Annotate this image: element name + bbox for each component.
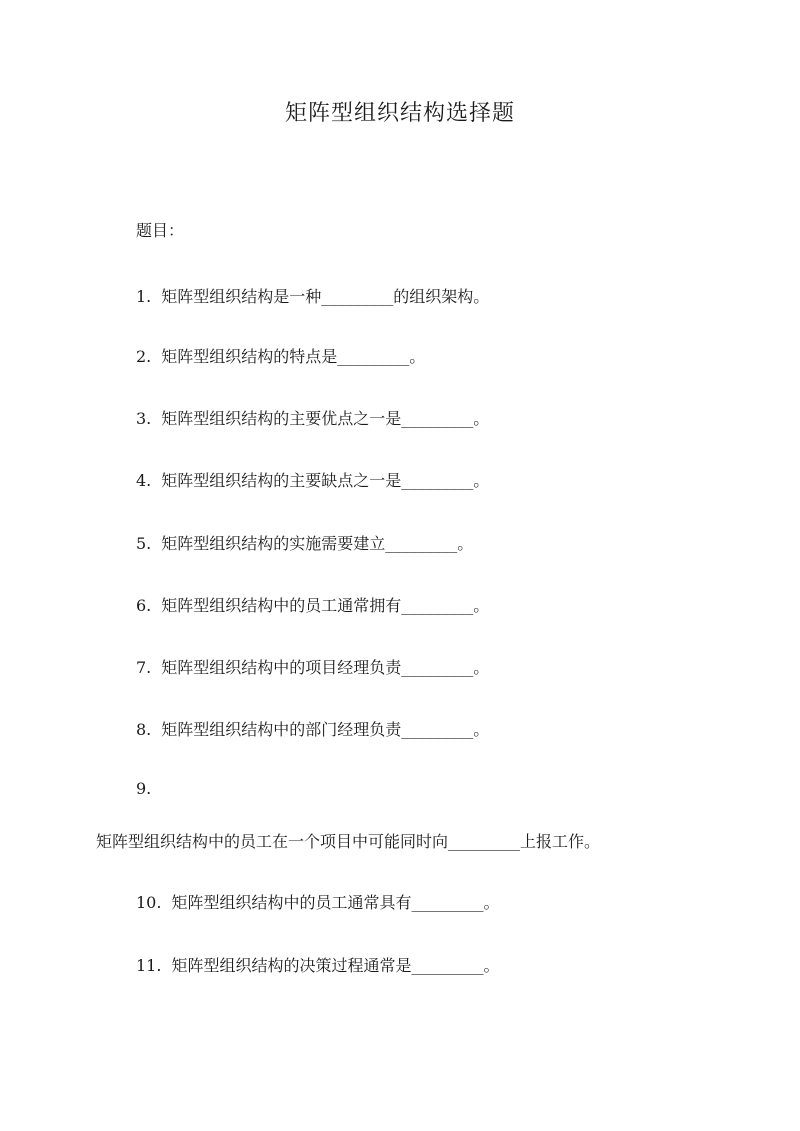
question-number: 7. <box>136 658 152 677</box>
question-text: 矩阵型组织结构中的部门经理负责_________。 <box>161 720 490 739</box>
question-number: 1. <box>136 287 152 306</box>
section-label: 题目： <box>136 221 185 240</box>
question-number: 3. <box>136 409 152 428</box>
question-1 <box>136 284 489 307</box>
question-text: 矩阵型组织结构的主要优点之一是_________。 <box>161 409 490 428</box>
question-10 <box>136 890 499 913</box>
question-7 <box>136 655 489 678</box>
question-number: 8. <box>136 720 152 739</box>
question-text: 矩阵型组织结构的决策过程通常是_________。 <box>171 956 500 975</box>
question-3 <box>136 406 489 429</box>
question-text: 矩阵型组织结构的实施需要建立_________。 <box>161 534 474 553</box>
question-text: 矩阵型组织结构中的员工通常具有_________。 <box>171 893 500 912</box>
question-6 <box>136 593 489 616</box>
question-5 <box>136 531 473 554</box>
question-2 <box>136 344 425 367</box>
question-number: 10. <box>136 893 162 912</box>
question-text: 矩阵型组织结构中的员工通常拥有_________。 <box>161 596 490 615</box>
question-text: 矩阵型组织结构中的项目经理负责_________。 <box>161 658 490 677</box>
question-4 <box>136 468 489 491</box>
question-text: 矩阵型组织结构的特点是_________。 <box>161 347 426 366</box>
question-9-text: 矩阵型组织结构中的员工在一个项目中可能同时向_________上报工作。 <box>96 832 601 851</box>
question-8 <box>136 717 489 740</box>
question-number: 4. <box>136 471 152 490</box>
question-9-number: 9. <box>136 779 152 798</box>
question-number: 6. <box>136 596 152 615</box>
question-number: 5. <box>136 534 152 553</box>
question-text: 矩阵型组织结构的主要缺点之一是_________。 <box>161 471 490 490</box>
question-number: 11. <box>136 956 162 975</box>
page-title: 矩阵型组织结构选择题 <box>284 101 515 126</box>
question-11 <box>136 953 499 976</box>
question-number: 2. <box>136 347 152 366</box>
question-text: 矩阵型组织结构是一种_________的组织架构。 <box>161 287 490 306</box>
